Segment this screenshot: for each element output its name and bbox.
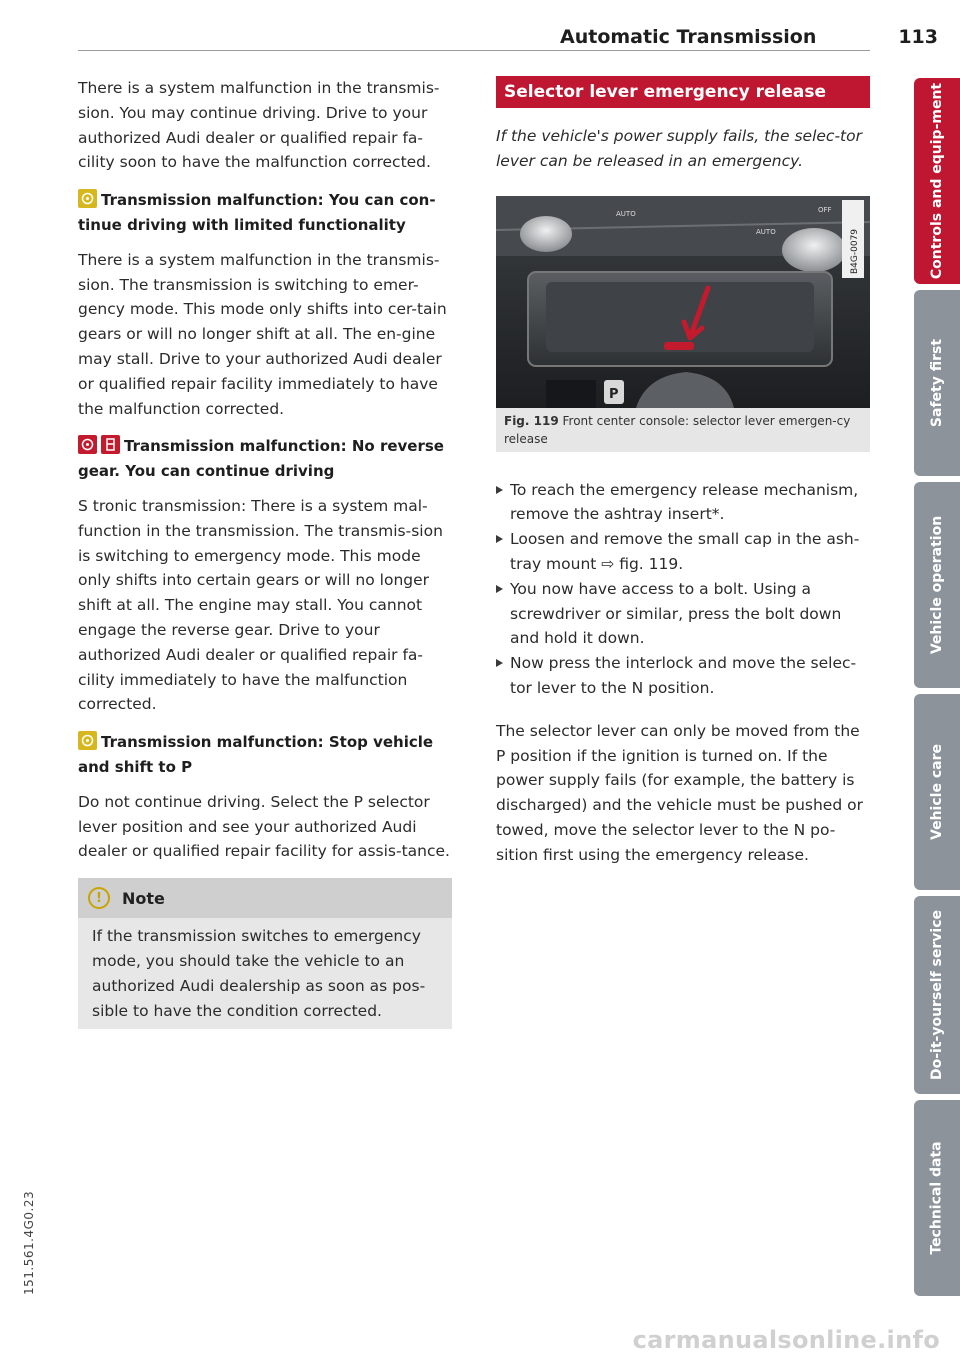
svg-text:P: P xyxy=(609,386,619,402)
figure-code: B4G-0079 xyxy=(850,228,860,274)
note-title: Note xyxy=(122,888,165,908)
list-item: Now press the interlock and move the selec-tor lever to the N position. xyxy=(496,651,870,701)
section-title-bar xyxy=(496,76,870,108)
closing-paragraph: The selector lever can only be moved from the P position if the ignition is turned on. If the power supply fails (for example, the battery is discharged) and the vehicle must be pushed or towed, move the selector lever to the N po-sition first using the emergency release. xyxy=(496,721,863,864)
note-header xyxy=(78,878,452,918)
tab-vehicle-operation[interactable]: Vehicle operation xyxy=(914,482,960,688)
list-item: To reach the emergency release mechanism, remove the ashtray insert*. xyxy=(496,478,870,528)
section-intro: If the vehicle's power supply fails, the selec-tor lever can be released in an emergency. xyxy=(496,127,862,170)
bullet-arrow-icon xyxy=(496,585,503,593)
section-body-limited-functionality: There is a system malfunction in the transmis-sion. The transmission is switching to emer-gency mode. This mode only shifts into cer-tain gears or will no longer shift at all. The en-gine may stall. Drive to your authorized Audi dealer or qualified repair facility immediately to have the malfunction corrected. xyxy=(78,250,447,418)
svg-text:OFF: OFF xyxy=(818,205,832,214)
section-body-no-reverse: S tronic transmission: There is a system mal-function in the transmission. The transmis-sion is switching to emergency mode. This mode only shifts into certain gears or will no longer shift at all. The engine may stall. You cannot engage the reverse gear. Drive to your authorized Audi dealer or qualified repair fa-cility immediately to have the malfunction corrected. xyxy=(78,496,443,714)
document-code: 151.561.4G0.23 xyxy=(22,1190,36,1295)
section-heading-no-reverse: Transmission malfunction: No reverse gear. You can continue driving xyxy=(78,437,444,481)
note-box xyxy=(78,878,452,1029)
chapter-title: Automatic Transmission xyxy=(560,26,817,48)
figure-caption xyxy=(496,408,870,452)
bullet-arrow-icon xyxy=(496,659,503,667)
tab-safety-first[interactable]: Safety first xyxy=(914,290,960,476)
list-item: Loosen and remove the small cap in the ash-tray mount ⇨ fig. 119. xyxy=(496,527,870,577)
emergency-release-cap xyxy=(664,342,694,350)
svg-text:AUTO: AUTO xyxy=(616,209,636,218)
note-body xyxy=(78,918,452,1029)
left-column xyxy=(78,76,452,1029)
instruction-steps xyxy=(496,478,870,701)
transmission-warning-icon xyxy=(78,731,97,750)
section-title: Selector lever emergency release xyxy=(504,82,827,102)
section-heading-stop-vehicle: Transmission malfunction: Stop vehicle and shift to P xyxy=(78,733,434,776)
note-text: If the transmission switches to emergency mode, you should take the vehicle to an authorized Audi dealership as soon as pos-sible to have the condition corrected. xyxy=(92,927,426,1020)
tab-controls-and-equipment[interactable]: Controls and equip-ment xyxy=(914,78,960,284)
right-column xyxy=(496,76,870,868)
figure-119 xyxy=(496,196,870,452)
tab-technical-data[interactable]: Technical data xyxy=(914,1100,960,1296)
reverse-gear-icon xyxy=(101,435,120,454)
list-item: You now have access to a bolt. Using a screwdriver or similar, press the bolt down and hold it down. xyxy=(496,577,870,651)
section-body-stop-vehicle: Do not continue driving. Select the P selector lever position and see your authorized Audi dealer or qualified repair facility for assis-tance. xyxy=(78,792,450,861)
intro-paragraph: There is a system malfunction in the transmis-sion. You may continue driving. Drive to your authorized Audi dealer or qualified repair fa-cility soon to have the malfunction corrected. xyxy=(78,79,440,172)
section-heading-limited-functionality: Transmission malfunction: You can con-tinue driving with limited functionality xyxy=(78,191,436,234)
tab-do-it-yourself-service[interactable]: Do-it-yourself service xyxy=(914,896,960,1094)
bullet-arrow-icon xyxy=(496,535,503,543)
info-circle-icon: ! xyxy=(88,887,110,909)
watermark: carmanualsonline.info xyxy=(632,1326,940,1354)
tab-vehicle-care[interactable]: Vehicle care xyxy=(914,694,960,890)
center-console-illustration xyxy=(496,196,870,408)
climate-dial-right xyxy=(782,228,846,272)
transmission-warning-icon xyxy=(78,189,97,208)
page-header-title xyxy=(560,26,938,48)
climate-dial-left xyxy=(520,216,572,252)
bullet-arrow-icon xyxy=(496,486,503,494)
page-number: 113 xyxy=(898,26,938,48)
svg-text:AUTO: AUTO xyxy=(756,227,776,236)
transmission-warning-icon xyxy=(78,435,97,454)
header-rule xyxy=(78,50,870,51)
figure-caption-text: Front center console: selector lever emergen-cy release xyxy=(504,413,851,446)
figure-label: Fig. 119 xyxy=(504,413,559,428)
